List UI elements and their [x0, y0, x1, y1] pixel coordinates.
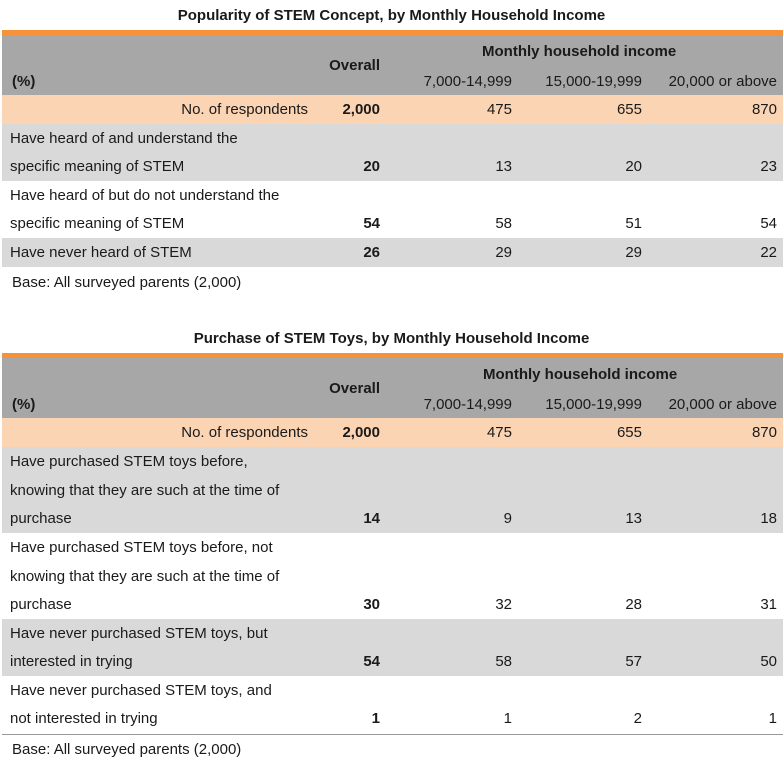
row-value: 57: [625, 653, 642, 670]
row-overall: 14: [363, 510, 380, 527]
table1-unit: (%): [12, 73, 36, 90]
table1-col-3: 20,000 or above: [668, 73, 777, 90]
table-row: [2, 181, 783, 238]
table2-title: Purchase of STEM Toys, by Monthly Household Income: [193, 330, 590, 347]
row-value: 13: [495, 158, 512, 175]
row-label-line: Have heard of but do not understand the: [10, 187, 280, 204]
table2-respondents-overall: 2,000: [342, 424, 380, 441]
table1-col-1: 7,000-14,999: [423, 73, 512, 90]
table1-respondents-3: 870: [751, 101, 777, 118]
row-value: 29: [625, 244, 642, 261]
row-label-line: not interested in trying: [10, 710, 158, 727]
row-label-line: Have never purchased STEM toys, and: [10, 682, 272, 699]
table1-respondents-label: No. of respondents: [181, 101, 308, 118]
row-value: 20: [625, 158, 642, 175]
row-label-line: specific meaning of STEM: [10, 158, 185, 175]
row-value: 2: [633, 710, 642, 727]
row-value: 22: [760, 244, 777, 261]
row-value: 23: [760, 158, 777, 175]
row-label-line: knowing that they are such at the time of: [10, 568, 280, 585]
row-overall: 30: [363, 596, 380, 613]
table1-respondents-overall: 2,000: [342, 101, 380, 118]
table1-header: [2, 35, 783, 95]
table2-group-header: Monthly household income: [483, 366, 678, 383]
row-value: 9: [503, 510, 512, 527]
table-row: [2, 676, 783, 733]
row-overall: 54: [363, 215, 380, 232]
table2-respondents-1: 475: [486, 424, 512, 441]
row-label-line: interested in trying: [10, 653, 133, 670]
table2-respondents-label: No. of respondents: [181, 424, 308, 441]
table2-col-2: 15,000-19,999: [545, 396, 642, 413]
table1-overall-header: Overall: [329, 57, 380, 74]
row-value: 18: [760, 510, 777, 527]
table1-base-note: Base: All surveyed parents (2,000): [12, 274, 242, 291]
row-label-line: purchase: [10, 510, 72, 527]
table2-col-3: 20,000 or above: [668, 396, 777, 413]
table2-col-1: 7,000-14,999: [423, 396, 512, 413]
row-value: 29: [495, 244, 512, 261]
table1-respondents-2: 655: [616, 101, 642, 118]
row-label-line: knowing that they are such at the time of: [10, 482, 280, 499]
table1-group-header: Monthly household income: [482, 43, 677, 60]
table-row: [2, 447, 783, 533]
table2-header: [2, 358, 783, 418]
row-label-line: Have never purchased STEM toys, but: [10, 625, 268, 642]
table1-respondents-1: 475: [486, 101, 512, 118]
table2-respondents-2: 655: [616, 424, 642, 441]
table-row: [2, 124, 783, 181]
row-overall: 54: [363, 653, 380, 670]
row-overall: 1: [371, 710, 380, 727]
row-value: 51: [625, 215, 642, 232]
row-label-line: Have heard of and understand the: [10, 130, 238, 147]
row-label-line: Have purchased STEM toys before,: [10, 453, 248, 470]
row-label-line: Have purchased STEM toys before, not: [10, 539, 273, 556]
row-overall: 26: [363, 244, 380, 261]
table1-col-2: 15,000-19,999: [545, 73, 642, 90]
row-value: 1: [768, 710, 777, 727]
table-row: [2, 533, 783, 619]
table2-overall-header: Overall: [329, 380, 380, 397]
table1-title: Popularity of STEM Concept, by Monthly Household Income: [177, 7, 606, 24]
table2-respondents-row: [2, 418, 783, 447]
row-value: 58: [495, 215, 512, 232]
row-overall: 20: [363, 158, 380, 175]
row-label-line: purchase: [10, 596, 72, 613]
row-value: 58: [495, 653, 512, 670]
row-value: 32: [495, 596, 512, 613]
table-row: [2, 238, 783, 267]
row-value: 50: [760, 653, 777, 670]
table-row: [2, 619, 783, 676]
table2-respondents-3: 870: [751, 424, 777, 441]
row-value: 28: [625, 596, 642, 613]
table2-base-note: Base: All surveyed parents (2,000): [12, 741, 242, 758]
table2-unit: (%): [12, 396, 36, 413]
row-label-line: specific meaning of STEM: [10, 215, 185, 232]
row-value: 31: [760, 596, 777, 613]
table2-bottom-rule: [2, 734, 783, 735]
table1-respondents-row: [2, 95, 783, 124]
row-label-line: Have never heard of STEM: [10, 244, 192, 261]
row-value: 54: [760, 215, 777, 232]
row-value: 1: [503, 710, 512, 727]
row-value: 13: [625, 510, 642, 527]
